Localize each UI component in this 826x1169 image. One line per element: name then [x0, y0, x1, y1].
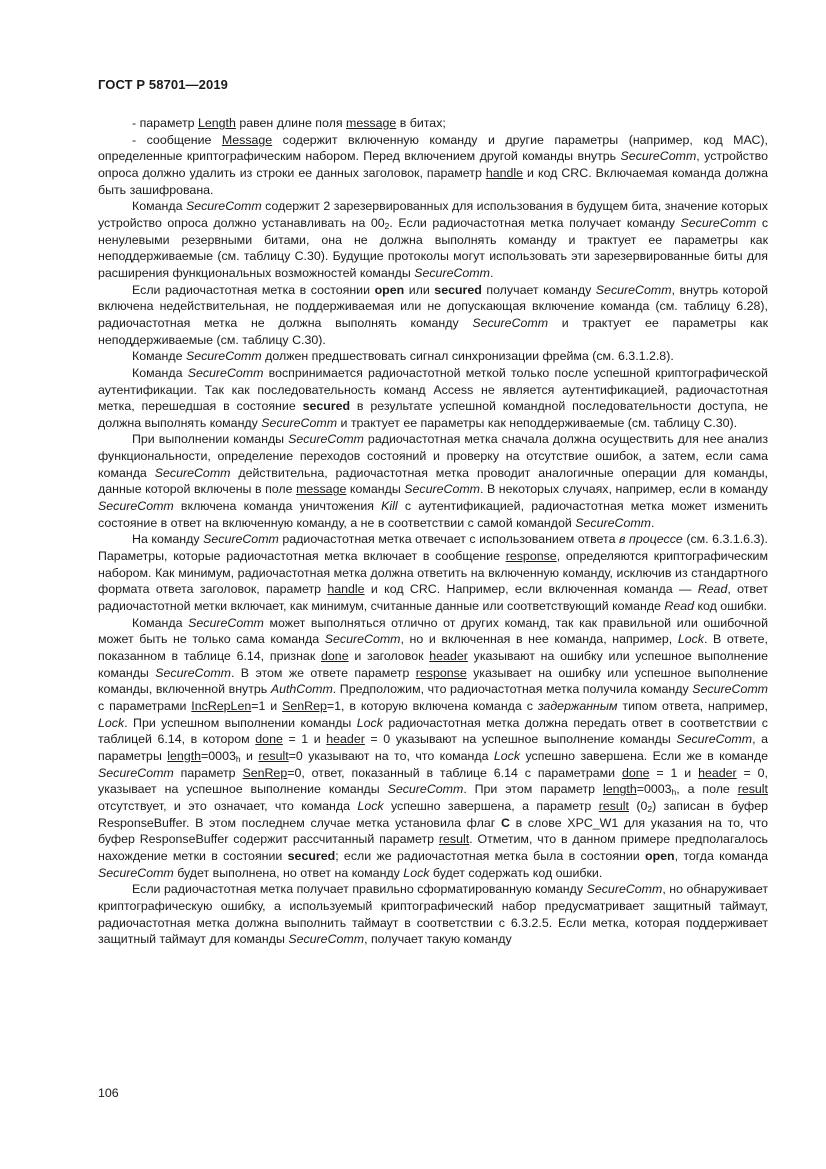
term-message: message	[346, 116, 397, 130]
term-length: Length	[197, 116, 236, 130]
page-header: ГОСТ Р 58701—2019	[98, 77, 228, 92]
term-message-cap: Message	[221, 132, 273, 147]
paragraph-1: - параметр Length равен длине поля message в битах;	[132, 116, 446, 130]
paragraph-5: Команде SecureComm должен предшествовать сигнал синхронизации фрейма (см. 6.3.1.2.8).	[132, 349, 674, 364]
body-text	[98, 115, 768, 948]
paragraph-6: Команда SecureComm воспринимается радиочастотной меткой только после успешной криптографической аутентификации. Так как последовательность команд Access не является аутентификацией, радиочастотная метка, перешедшая в состояние secured в результате успешной командной последовательности доступа, не должна выполнять команду SecureComm и трактует ее параметры как неподдерживаемые (см. таблицу С.30).	[98, 365, 768, 430]
paragraph-8: На команду SecureComm радиочастотная метка отвечает с использованием ответа в процессе (см. 6.3.1.6.3). Параметры, которые радиочастотная метка включает в сообщение response, определяются криптографическим набором. Как минимум, радиочастотная метка должна ответить на включенную команду, исключив из стандартного формата ответа заголовок, параметр handle и код CRC. Например, если включенная команда — Read, ответ радиочастотной метки включает, как минимум, считанные данные или соответствующий команде Read код ошибки.	[98, 532, 769, 614]
paragraph-3: Команда SecureComm содержит 2 зарезервированных для использования в будущем бита, значение которых устройство опроса должно устанавливать на $00_2$. Если радиочастотная метка получает команду SecureComm с ненулевыми резервными битами, она не должна выполнять команду и трактует ее параметры как неподдерживаемые (см. таблицу С.30). Будущие протоколы могут использовать эти зарезервированные биты для расширения функциональных возможностей команды SecureComm.	[98, 199, 769, 280]
paragraph-9: Команда SecureComm может выполняться отлично от других команд, так как правильной или ошибочной может быть не только сама команда SecureComm, но и включенная в нее команда, например, Lock. В ответе, показанном в таблице 6.14, признак done и заголовок header указывают на ошибку или успешное выполнение команды SecureComm. В этом же ответе параметр response указывает на ошибку или успешное выполнение команды, включенной внутрь AuthComm. Предположим, что радиочастотная метка получила команду SecureComm с параметрами IncRepLen=1 и SenRep=1, в которую включена команда с задержанным типом ответа, например, Lock. При успешном выполнении команды Lock радиочастотная метка должна передать ответ в соответствии с таблицей 6.14, в котором done = 1 и header = 0 указывают на успешное выполнение команды SecureComm, а параметры $length=0003_h$ и result=0 указывают на то, что команда Lock успешно завершена. Если же в команде SecureComm параметр SenRep=0, ответ, показанный в таблице 6.14 с параметрами done = 1 и header = 0, указывает на успешное выполнение команды SecureComm. При этом параметр $length=0003_h$, а поле result отсутствует, и это означает, что команда Lock успешно завершена, а параметр result $(0_2)$ записан в буфер ResponseBuffer. В этом последнем случае метка установила флаг C в слове XPC_W1 для указания на то, что буфер ResponseBuffer содержит рассчитанный параметр result. Отметим, что в данном примере предполагалось нахождение метки в состоянии secured; если же радиочастотная метка была в состоянии open, тогда команда SecureComm будет выполнена, но ответ на команду Lock будет содержать код ошибки.	[98, 615, 769, 880]
paragraph-7: При выполнении команды SecureComm радиочастотная метка сначала должна осуществить для нее анализ функциональности, определение переходов состояний и проверку на отсутствие ошибок, а затем, если сама команда SecureComm действительна, радиочастотная метка проводит аналогичные операции для команды, данные которой включены в поле message команды SecureComm. В некоторых случаях, например, если в команду SecureComm включена команда уничтожения Kill с аутентификацией, радиочастотная метка может изменить состояние в ответ на включенную команду, а не в соответствии с самой командой SecureComm.	[98, 432, 769, 530]
paragraph-2: - сообщение Message содержит включенную команду и другие параметры (например, код МАС), определенные криптографическим набором. Перед включением другой команды внутрь SecureComm, устройство опроса должно удалить из строки ее данных заголовок, параметр handle и код CRC. Включаемая команда должна быть зашифрована.	[98, 132, 769, 197]
page-number: 106	[98, 1086, 119, 1100]
paragraph-10: Если радиочастотная метка получает правильно сформатированную команду SecureComm, но обнаруживает криптографическую ошибку, а используемый криптографический набор предусматривает защитный таймаут, радиочастотная метка должна выполнить таймаут в соответствии с 6.3.2.5. Если метка, которая поддерживает защитный таймаут для команды SecureComm, получает такую команду	[98, 882, 769, 947]
paragraph-4: Если радиочастотная метка в состоянии open или secured получает команду SecureComm, внутрь которой включена недействительная, не поддерживаемая или не допускающая включение команда (см. таблицу 6.28), радиочастотная метка не должна выполнять команду SecureComm и трактует ее параметры как неподдерживаемые (см. таблицу С.30).	[98, 282, 768, 347]
